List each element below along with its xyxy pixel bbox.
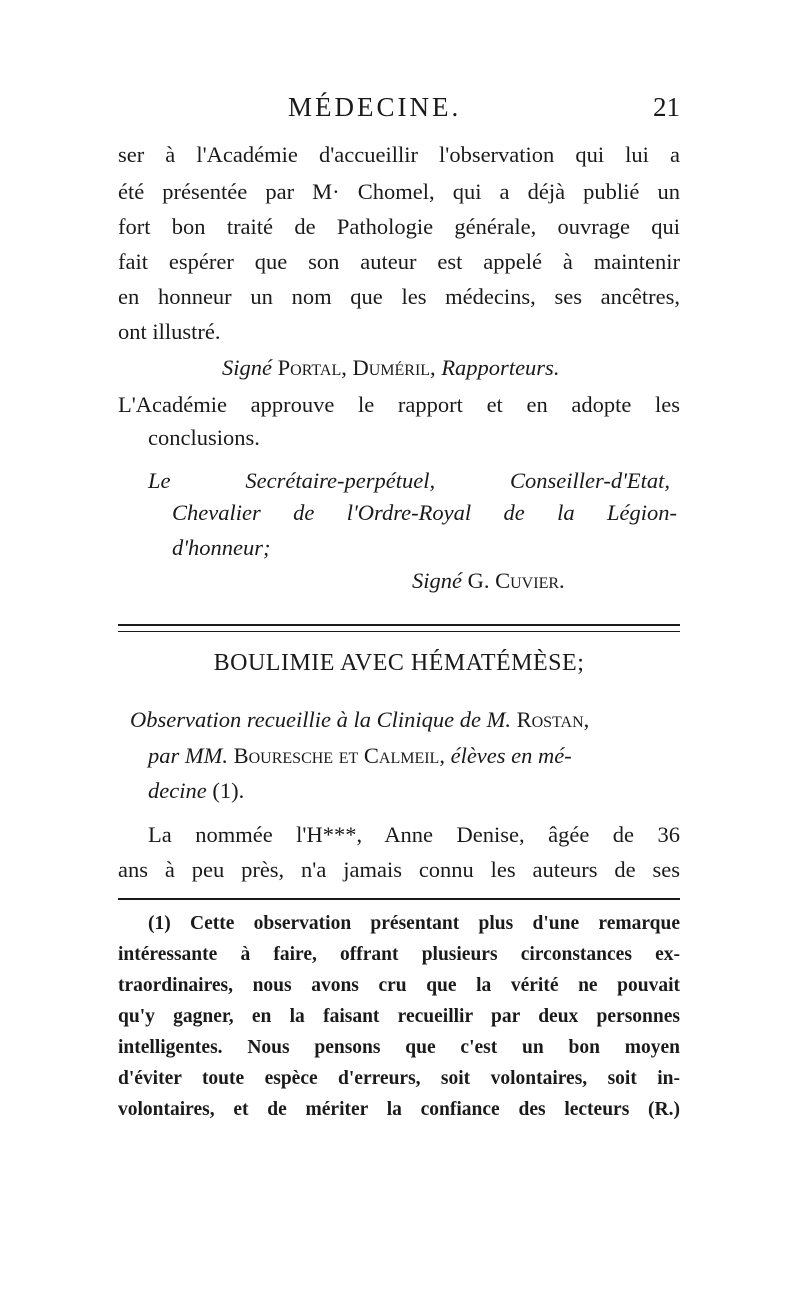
approval-line-1: L'Académie approuve le rapport et en adopte les [118, 392, 680, 417]
running-title: MÉDECINE. [288, 92, 462, 122]
secretary-signature [412, 566, 565, 596]
body-line-2: ans à peu près, n'a jamais connu les auteurs de ses [118, 857, 680, 882]
section-rule-bottom [118, 631, 680, 632]
report-line-1: ser à l'Académie d'accueillir l'observation qui lui a [118, 142, 680, 167]
report-line-2: été présentée par M· Chomel, qui a déjà publié un [118, 179, 680, 204]
subtitle-authors: Bouresche et Calmeil, [233, 743, 445, 768]
report-signature [222, 353, 559, 383]
subtitle-observation: Observation recueillie à la Clinique de M. [130, 707, 511, 732]
section-rule-top [118, 624, 680, 626]
footnote-line-2: intéressante à faire, offrant plusieurs circonstances ex- [118, 944, 680, 965]
rapporteur-names: Portal, Duméril, [277, 355, 436, 380]
report-line-5: en honneur un nom que les médecins, ses ancêtres, [118, 284, 680, 309]
footnote-line-7: volontaires, et de mériter la confiance des lecteurs (R.) [118, 1099, 680, 1120]
signe-label: Signé [222, 355, 272, 380]
subtitle-decine: decine [148, 778, 207, 803]
footnote-reference: (1). [212, 778, 245, 803]
footnote-line-3: traordinaires, nous avons cru que la vérité ne pouvait [118, 975, 680, 996]
footnote-line-4: qu'y gagner, en la faisant recueillir par deux personnes [118, 1006, 680, 1027]
approval-line-2: conclusions. [148, 425, 260, 450]
secretary-line-2: Chevalier de l'Ordre-Royal de la Légion- [172, 500, 677, 525]
subtitle-role: élèves en mé- [450, 743, 572, 768]
secretary-signe: Signé [412, 568, 462, 593]
footnote-line-5: intelligentes. Nous pensons que c'est un bon moyen [118, 1037, 680, 1058]
report-line-6: ont illustré. [118, 319, 221, 344]
footnote-line-1: (1) Cette observation présentant plus d'une remarque [148, 913, 680, 934]
secretary-line-1: Le Secrétaire-perpétuel, Conseiller-d'Etat, [148, 468, 670, 493]
subtitle-line-1 [130, 705, 589, 735]
footnote-rule [118, 898, 680, 900]
subtitle-line-3 [148, 776, 244, 806]
secretary-line-3: d'honneur; [172, 535, 271, 560]
rapporteur-role: Rapporteurs. [441, 355, 560, 380]
secretary-name: G. Cuvier. [467, 568, 565, 593]
subtitle-par: par MM. [148, 743, 228, 768]
report-line-3: fort bon traité de Pathologie générale, ouvrage qui [118, 214, 680, 239]
footnote-line-6: d'éviter toute espèce d'erreurs, soit volontaires, soit in- [118, 1068, 680, 1089]
report-line-4: fait espérer que son auteur est appelé à maintenir [118, 249, 680, 274]
page-header [118, 92, 680, 132]
subtitle-line-2 [148, 741, 572, 771]
article-title: BOULIMIE AVEC HÉMATÉMÈSE; [213, 650, 585, 676]
body-line-1: La nommée l'H***, Anne Denise, âgée de 36 [148, 822, 680, 847]
page-number: 21 [653, 92, 680, 122]
subtitle-rostan: Rostan, [516, 707, 590, 732]
